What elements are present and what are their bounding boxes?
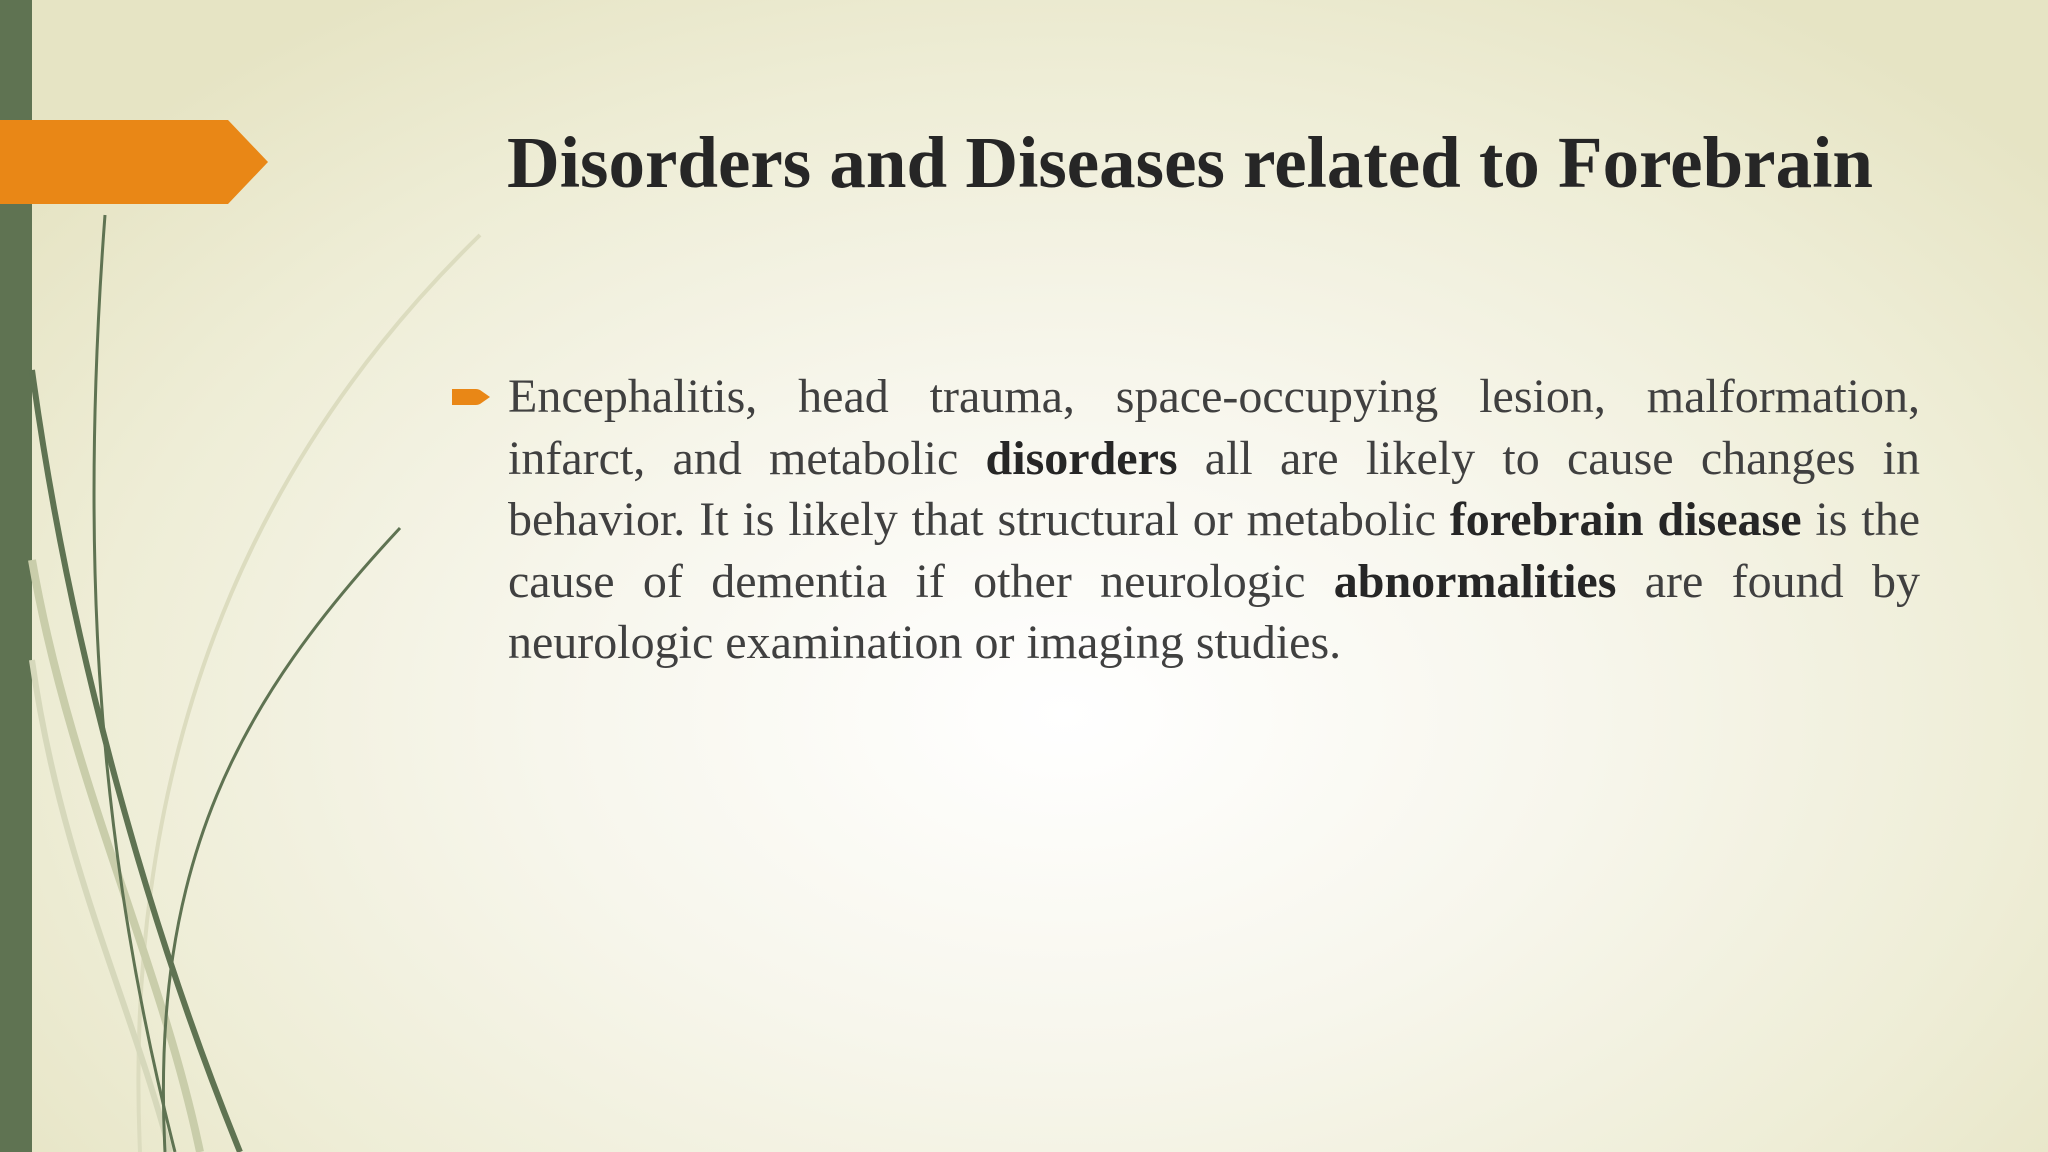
bold-term-disorders: disorders — [985, 431, 1178, 485]
slide-title: Disorders and Diseases related to Forebrain — [507, 122, 1873, 203]
bullet-list — [450, 366, 1920, 674]
bold-term-abnormalities: abnormalities — [1333, 554, 1617, 608]
bullet-item — [508, 366, 1920, 674]
body-text: are found by neurologic examination or imaging studies. — [508, 554, 1921, 669]
body-text: Encephalitis, head trauma, space-occupying lesion, malformation, infarct, and metabolic — [508, 370, 1920, 485]
body-text: is the cause of dementia if other neurologic — [508, 493, 1921, 608]
bold-term-forebrain-disease: forebrain disease — [1449, 493, 1802, 546]
orange-arrow-tag — [0, 120, 268, 204]
body-text: all are likely to cause changes in behavior. It is likely that structural or metabolic — [508, 431, 1920, 546]
arrow-bullet-icon — [450, 384, 492, 410]
